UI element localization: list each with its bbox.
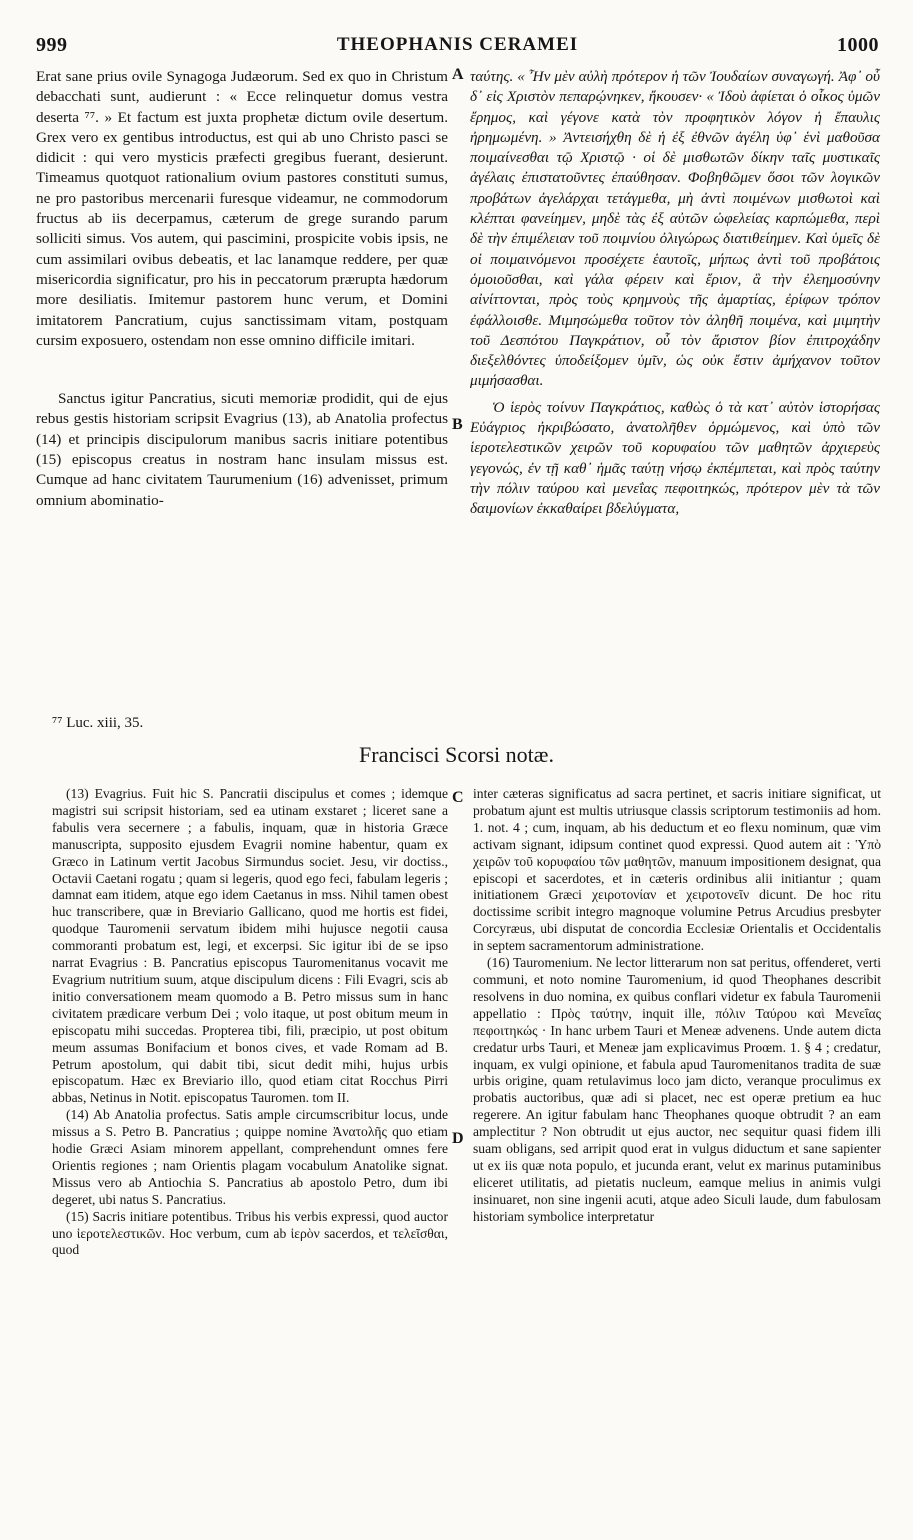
notes-heading: Francisci Scorsi notæ.: [359, 742, 554, 767]
latin-paragraph-1: Erat sane prius ovile Synagoga Judæorum. Sed ex quo in Christum debacchati sunt, audierunt : « Ecce relinquetur domus vestra deserta ⁷⁷. » Et factum est juxta prophetæ dictum ovile desertum. Grex vero ex gentibus introductus, est qui ab uno Christo pasci se didicit : qui vero mysticis præfecti gregibus fuerant, desierunt. Timeamus quotquot rationalium ovium pastores constituti sumus, ne pro pastoribus mercenarii furesque videamur, ne commodorum fructus ab iis decerpamus, cæterum de grege surando parum solliciti simus. Vos autem, qui pascimini, prospicite vobis ipsis, ne cum assimilari ovibus debeatis, et lac lanamque reddere, per quæ misericordia significatur, pro his in peccatorum prærupta hædorum more desiliatis. Imitemur pastorem hunc verum, et Domini imitatorem Pancratium, cujus sanctissimam vitam, postquam cursim exposuero, ostendam non esse omnino difficile imitari.: [36, 68, 448, 349]
note-15-start: (15) Sacris initiare potentibus. Tribus his verbis expressi, quod auctor uno ἱεροτελεστικῶν. Hoc verbum, cum ab ἱερὸν sacerdos, et τελεῖσθαι, quod: [52, 1208, 448, 1258]
section-marker-d: D: [452, 1130, 464, 1147]
section-marker-b: B: [452, 416, 463, 433]
note-15-continued: inter cæteras significatus ad sacra pertinet, et sacris initiare significat, ut probatum ajunt est multis utriusque classis scriptorum testimoniis ad hom. 1. not. 4 ; cum, inquam, ab his deductum et eo flexu nominum, quæ vim activam signant, idipsum continet quod expressi. Quod autem ait : Ὑπὸ χειρῶν τοῦ κορυφαίου τῶν μαθητῶν, manuum impositionem designat, qua episcopi et sacerdotes, et in cæteris ordinibus alii initiantur ; quam initiationem Græci χειροτονίαν et χειροτονεῖν dicunt. De hoc ritu doctissime scribit integro magnoque volumine Petrus Arcudius presbyter Corcyræus, ubi disputat de concordia Ecclesiæ Orientalis et Occidentalis in septem sacramentorum administratione.: [473, 786, 881, 954]
greek-column: [470, 67, 880, 520]
latin-paragraph-2: Sanctus igitur Pancratius, sicuti memoriæ prodidit, qui de ejus rebus gestis historiam scripsit Evagrius (13), ab Anatolia profectus (14) et principis discipulorum manibus sacris initiare potentibus (15) episcopus creatus in nostram hanc insulam missus est. Cumque ad hanc civitatem Taurumenium (16) advenisset, primum omnium abominatio-: [36, 390, 448, 509]
section-marker-c: C: [452, 789, 464, 806]
greek-paragraph-1: ταύτης. « Ἦν μὲν αὐλὴ πρότερον ἡ τῶν Ἰουδαίων συναγωγή. Ἀφ᾽ οὗ δ᾽ εἰς Χριστὸν πεπαρῴνηκεν, ἤκουσεν· « Ἰδοὺ ἀφίεται ὁ οἶκος ὑμῶν ἔρημος, καὶ γέγονε κατὰ τὸν προφητικὸν λόγον ἡ ἔπαυλις ἠρημωμένη. » Ἀντεισήχθη δὲ ἡ ἐξ ἐθνῶν ἀγέλη ὑφ᾽ ἑνὶ μαθοῦσα ποιμαίνεσθαι τῷ Χριστῷ · οἱ δὲ μισθωτῶν δίκην ταῖς μυστικαῖς ἀγέλαις ἐπιστατοῦντες ἐπαύθησαν. Φοβηθῶμεν ὅσοι τῶν λογικῶν προβάτων ἀγελάρχαι τετάγμεθα, μὴ ἀντὶ ποιμένων μισθωτοὶ καὶ κλέπται φανείημεν, μηδὲ τὰς ἐξ αὐτῶν ὠφελείας καρπώμεθα, περὶ δὲ τὴν ἐπιμέλειαν τοῦ ποιμνίου ὀλιγώρως διατιθείημεν. Καὶ ὑμεῖς δὲ οἱ ποιμαινόμενοι προσέχετε ἑαυτοῖς, μήπως ἀντὶ τοῦ προβάτοις ὁμοιοῦσθαι, καὶ γάλα φέρειν καὶ ἔριον, ἃ τὴν ἐλεημοσύνην αἰνίττονται, πρὸς τοὺς κρημνοὺς τῆς ἁμαρτίας, ἐρίφων τρόπον ἐφάλλοισθε. Μιμησώμεθα τοῦτον τὸν ἀληθῆ ποιμένα, καὶ μιμητὴν τοῦ Δεσπότου Παγκράτιον, οὗ τὸν ἄριστον βίον ἐπιτροχάδην διεξελθόντες ὑποδείξομεν ὑμῖν, ὡς οὐκ ἔστιν ἀμήχανον τοῦτον μιμήσασθαι.: [470, 68, 880, 390]
notes-column-right: [473, 786, 881, 1226]
greek-paragraph-2: Ὁ ἱερὸς τοίνυν Παγκράτιος, καθὼς ὁ τὰ κατ᾽ αὐτὸν ἱστορήσας Εὐάγριος ἠκριβώσατο, ἀνατολῆθεν ὁρμώμενος, καὶ ὑπὸ τῶν ἱεροτελεστικῶν χειρῶν τοῦ κορυφαίου τῶν μαθητῶν ἀρχιερεὺς γεγονώς, ἐν τῇ καθ᾽ ἡμᾶς ταύτῃ νήσῳ ἐκπέμπεται, καὶ πρὸς ταύτην τὴν πόλιν ταύρου καὶ μενεΐας πεφοιτηκώς, πρότερον μὲν τὰ τῶν δαιμονίων ἐκκαθαίρει βδελύγματα,: [470, 398, 880, 518]
running-title: THEOPHANIS CERAMEI: [336, 34, 579, 55]
note-16: (16) Tauromenium. Ne lector litterarum non sat peritus, offenderet, verti communi, et noto nomine Tauromenium, id quod Theophanes describit resolvens in duo nomina, ex quibus conflari videtur ex fabula Tauromenii appellatio : Πρὸς ταύτην, inquit ille, πόλιν Ταύρου καὶ Μενεΐας πεφοιτηκώς · In hanc urbem Tauri et Meneæ advenens. Unde autem dicta credatur urbs Tauri, et Meneæ jam explicavimus Proœm. 1. § 4 ; credatur, inquam, ex vulgi opinione, et fabula apud Tauromenitanos tradita de suæ urbis origine, quam retulavimus loco jam dicto, veranque proculimus ex probatis auctoribus, quæ adi si placet, nec est operæ pretium ea huc regerere. An igitur fabulam hanc Theophanes quoque obtrudit ? an eam amplectitur ? Non obtrudit ut ejus auctor, nec sequitur quasi fidem illi suam obligans, sed arripit quod erat in vulgus diductum et sane sapienter ut ex iis quæ nota populo, et jucunda erant, velut ex marinus putaminibus eliceret utilitatis, ad pietatis nucleum, eamque melius in animis vulgi insinuaret, non sine ingenii acuti, atque adeo Siculi laude, dum fabulosam historiam symbolice interpretatur: [473, 955, 881, 1224]
running-header: [36, 34, 879, 60]
notes-column-left: [52, 786, 448, 1259]
page-number-left: 999: [36, 34, 68, 56]
latin-column: [36, 67, 448, 511]
note-13: (13) Evagrius. Fuit hic S. Pancratii discipulus et comes ; idemque magistri sui scripsit historiam, sed ea utinam exstaret ; liceret sane a fabulis vera secernere ; a fabulis, inquam, quæ in historia Græce manuscripta, supposito ejusdem Evagrii nomine habentur, quam ex Græco in Latinum vertit Jacobus Sirmundus societ. Jesu, vir doctiss., Octavii Caetani rogatu ; quam si legeris, quod ego feci, fabulam legeris ; damnat eam itidem, atque ego idem Caetanus in mss. Nihil tamen obest huc transcribere, quæ in Breviario Gallicano, quod me hortis est fidei, quodque Tauromenii servatum ibidem mihi hujusce negotii causa commoranti probatum est, legi, et excerpsi. Sic igitur ibi de se ipso narrat Evagrius : B. Pancratius episcopus Tauromenitanus vocavit me Evagrium nutritium suum, atque discipulum dicens : Fili Evagri, scis ab initio conversationem meam quomodo a B. Petro missus sum in hanc civitatem prædicare verbum Dei ; volo itaque, ut post obitum meum in episcopatu mihi succedas. Propterea tibi, fili, præcipio, ut post obitum meum assumas Bonifacium et bonos cives, et vade Romam ad B. Petrum apostolum, qui dabit tibi, sicut dedit mihi, hujus urbis episcopatum. Hæc ex Breviario illo, quod etiam citat Rocchus Pirri abbas, Netinus in Notit. episcopatus Tauromen. tom II.: [52, 786, 448, 1106]
page-number-right: 1000: [837, 34, 879, 56]
note-14: (14) Ab Anatolia profectus. Satis ample circumscribitur locus, unde missus a S. Petro B. Pancratius ; quippe nomine Ἀνατολῆς quo etiam hodie Græci Asiam minorem appellant, comprehendunt omnes fere Orientis regiones ; nam Orientis plagam vocabulum Anatolike signat. Missus vero ab Antiochia S. Pancratius ab apostolo Petro, dum ibi degeret, ubi natus S. Pancratius.: [52, 1107, 448, 1207]
section-marker-a: A: [452, 66, 464, 83]
footnote: ⁷⁷ Luc. xiii, 35.: [52, 715, 144, 731]
